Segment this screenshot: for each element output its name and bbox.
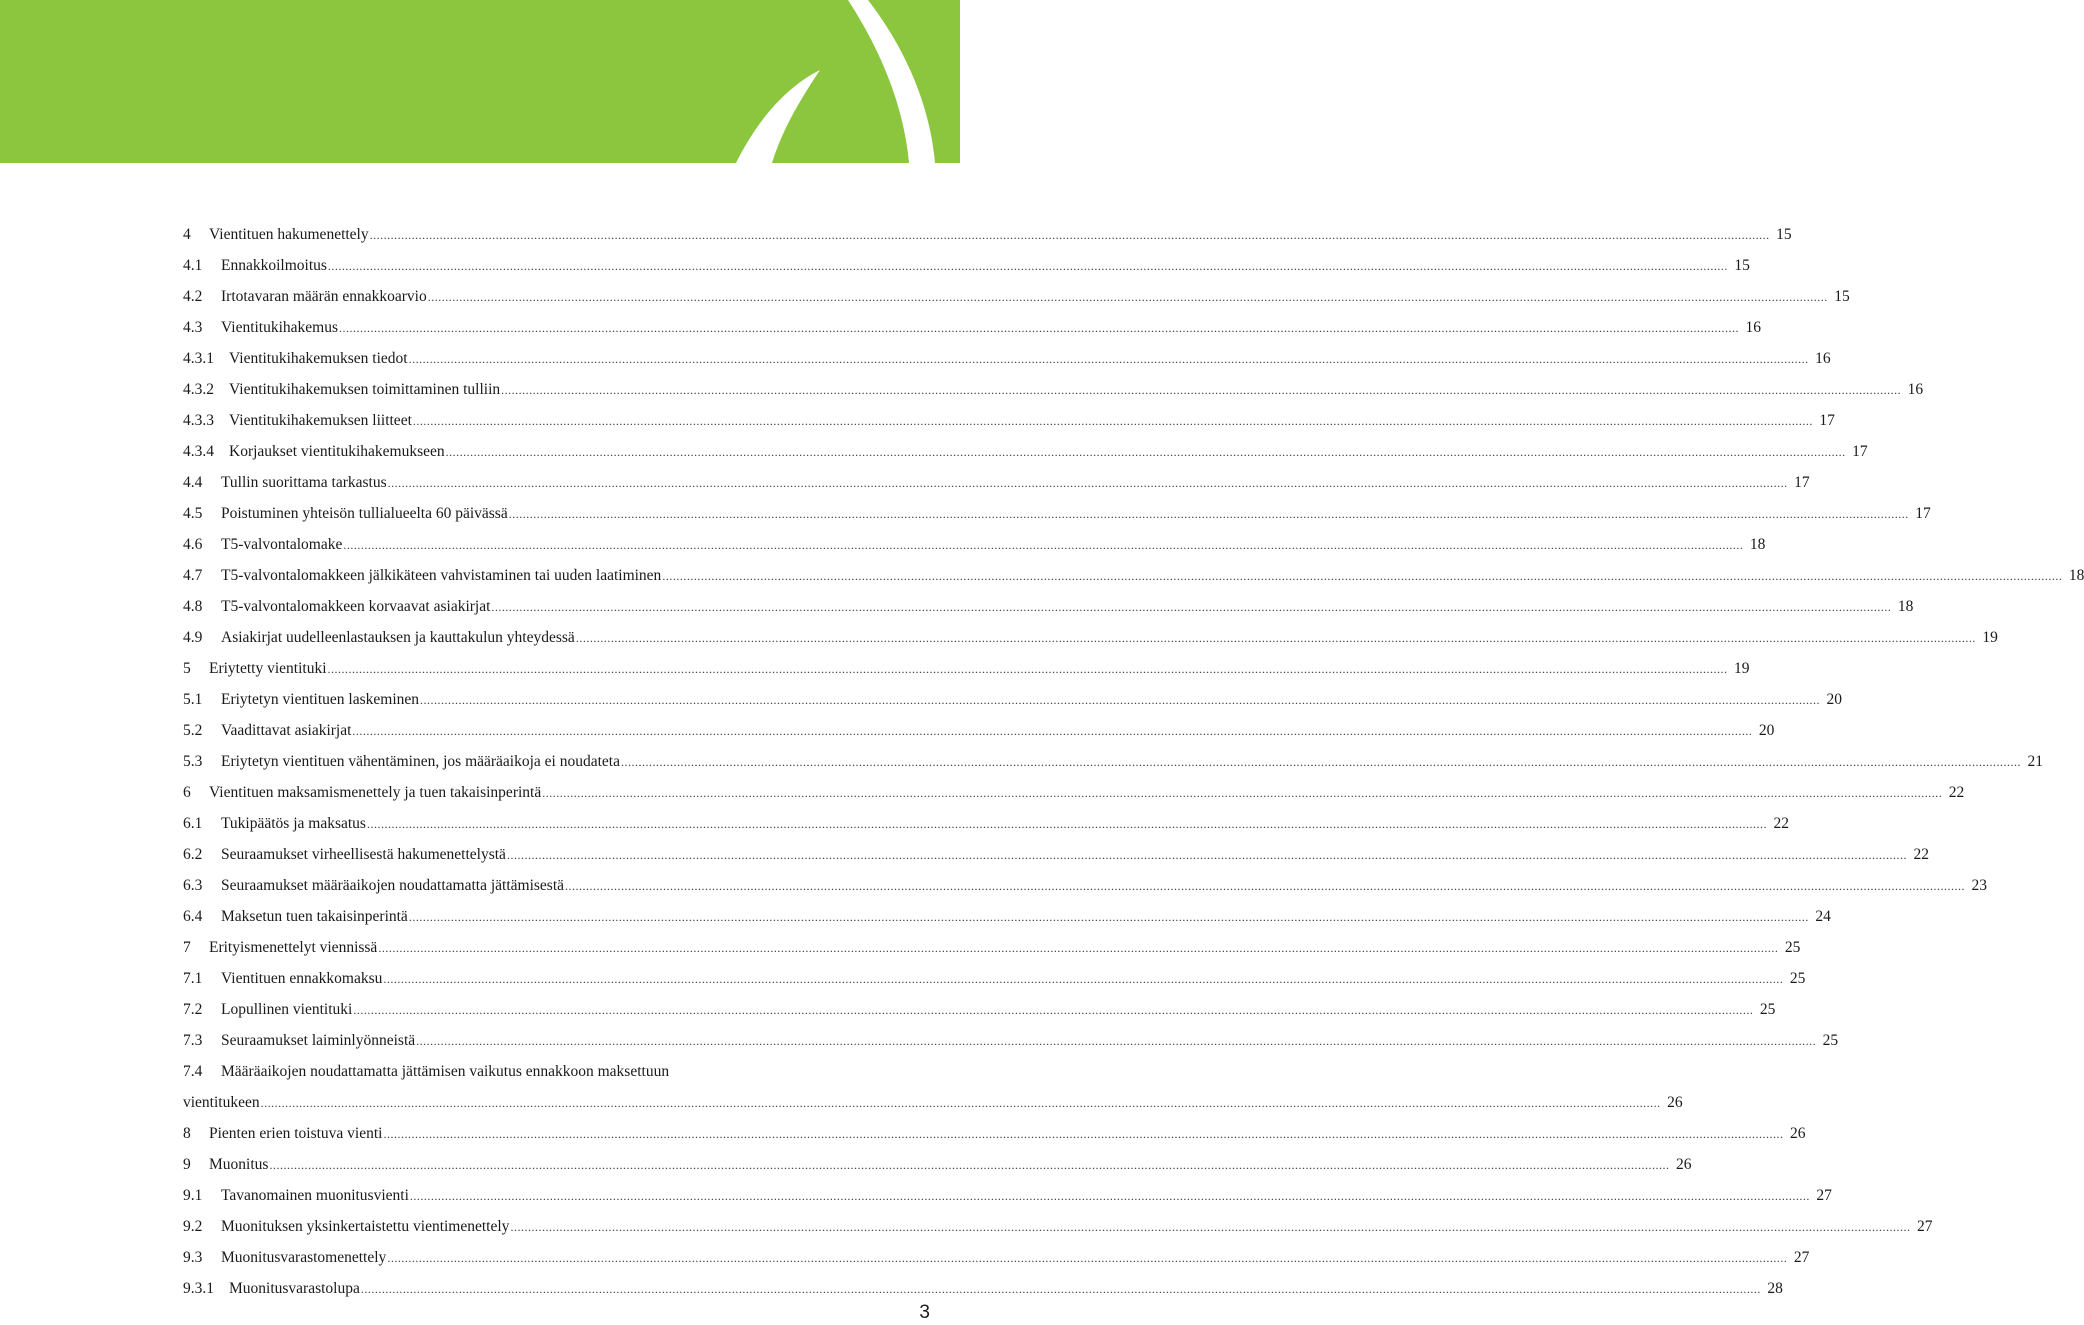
- toc-entry-number: 7: [183, 939, 191, 956]
- toc-dot-leader: ................................................................................................................................................................................................................................................................................................................................................................................................................: [269, 1158, 1670, 1172]
- toc-entry-page: 28: [1767, 1280, 1783, 1297]
- toc-entry[interactable]: [183, 1149, 1692, 1180]
- toc-entry-number: 4.9: [183, 629, 203, 646]
- toc-entry[interactable]: [183, 746, 2043, 777]
- toc-dot-leader: ................................................................................................................................................................................................................................................................................................................................................................................................................: [260, 1096, 1661, 1110]
- toc-entry-title: Lopullinen vientituki: [221, 1001, 353, 1018]
- toc-dot-leader: ................................................................................................................................................................................................................................................................................................................................................................................................................: [662, 569, 2063, 583]
- toc-entry-title: Muonitusvarastolupa: [229, 1280, 360, 1297]
- toc-dot-leader: ................................................................................................................................................................................................................................................................................................................................................................................................................: [383, 1127, 1784, 1141]
- toc-entry-page: 25: [1822, 1032, 1839, 1049]
- toc-dot-leader: ................................................................................................................................................................................................................................................................................................................................................................................................................: [378, 941, 1779, 955]
- toc-entry-title: Vientituen hakumenettely: [209, 226, 369, 243]
- toc-entry-page: 27: [1916, 1218, 1933, 1235]
- toc-entry-page: 19: [1982, 629, 1998, 646]
- toc-dot-leader: ................................................................................................................................................................................................................................................................................................................................................................................................................: [327, 259, 1728, 273]
- toc-entry[interactable]: [183, 901, 1831, 932]
- toc-dot-leader: ................................................................................................................................................................................................................................................................................................................................................................................................................: [620, 755, 2021, 769]
- toc-entry-number: 4.3.2: [183, 381, 214, 398]
- toc-entry-page: 17: [1794, 474, 1810, 491]
- toc-entry-page: 25: [1784, 939, 1801, 956]
- toc-entry-title: Maksetun tuen takaisinperintä: [221, 908, 408, 925]
- toc-entry-title: Irtotavaran määrän ennakkoarvio: [221, 288, 427, 305]
- toc-entry-number: 9.2: [183, 1218, 203, 1235]
- toc-entry-number: 6.2: [183, 846, 203, 863]
- toc-entry-number: 9.3: [183, 1249, 203, 1266]
- toc-entry-title: Muonituksen yksinkertaistettu vientimenettely: [221, 1218, 510, 1235]
- toc-dot-leader: ................................................................................................................................................................................................................................................................................................................................................................................................................: [506, 848, 1907, 862]
- toc-dot-leader: ................................................................................................................................................................................................................................................................................................................................................................................................................: [420, 693, 1821, 707]
- toc-entry-title: Vientitukihakemus: [221, 319, 339, 336]
- toc-entry-number: 7.4: [183, 1063, 203, 1080]
- toc-entry-number: 4.3.1: [183, 350, 214, 367]
- toc-entry-title: Asiakirjat uudelleenlastauksen ja kauttakulun yhteydessä: [221, 629, 575, 646]
- toc-dot-leader: ................................................................................................................................................................................................................................................................................................................................................................................................................: [387, 476, 1788, 490]
- toc-entry-page: 16: [1907, 381, 1924, 398]
- toc-entry[interactable]: [183, 374, 1924, 405]
- toc-dot-leader: ................................................................................................................................................................................................................................................................................................................................................................................................................: [387, 1251, 1788, 1265]
- toc-entry-title: Korjaukset vientitukihakemukseen: [229, 443, 445, 460]
- toc-entry-page: 18: [2068, 567, 2084, 584]
- toc-entry-title: vientitukeen: [183, 1094, 260, 1111]
- toc-entry-number: 4.3: [183, 319, 203, 336]
- toc-dot-leader: ................................................................................................................................................................................................................................................................................................................................................................................................................: [508, 507, 1909, 521]
- toc-entry[interactable]: [183, 994, 1776, 1025]
- toc-entry[interactable]: [183, 591, 1914, 622]
- toc-dot-leader: ................................................................................................................................................................................................................................................................................................................................................................................................................: [408, 352, 1809, 366]
- toc-entry-page: 24: [1815, 908, 1831, 925]
- toc-dot-leader: ................................................................................................................................................................................................................................................................................................................................................................................................................: [491, 600, 1892, 614]
- toc-entry-number: 5.1: [183, 691, 203, 708]
- toc-entry-page: 18: [1897, 598, 1914, 615]
- toc-entry[interactable]: [183, 1211, 1933, 1242]
- toc-entry[interactable]: [183, 281, 1850, 312]
- toc-dot-leader: ................................................................................................................................................................................................................................................................................................................................................................................................................: [352, 724, 1753, 738]
- toc-entry-page: 17: [1852, 443, 1868, 460]
- toc-entry-title: T5-valvontalomakkeen korvaavat asiakirjat: [221, 598, 491, 615]
- toc-entry-title: Muonitus: [209, 1156, 269, 1173]
- toc-entry-number: 9.1: [183, 1187, 203, 1204]
- toc-entry-number: 4.7: [183, 567, 203, 584]
- toc-entry-number: 7.3: [183, 1032, 203, 1049]
- toc-entry-page: 16: [1815, 350, 1831, 367]
- toc-entry-number: 7.1: [183, 970, 203, 987]
- toc-entry-page: 22: [1948, 784, 1965, 801]
- toc-entry-title: Pienten erien toistuva vienti: [209, 1125, 383, 1142]
- toc-entry-title: Muonitusvarastomenettely: [221, 1249, 387, 1266]
- toc-dot-leader: ................................................................................................................................................................................................................................................................................................................................................................................................................: [339, 321, 1740, 335]
- toc-entry-title: Seuraamukset laiminlyönneistä: [221, 1032, 416, 1049]
- toc-dot-leader: ................................................................................................................................................................................................................................................................................................................................................................................................................: [445, 445, 1846, 459]
- toc-entry[interactable]: [183, 1056, 1683, 1118]
- toc-entry-page: 20: [1758, 722, 1775, 739]
- toc-entry-page: 27: [1816, 1187, 1832, 1204]
- toc-entry-page: 19: [1734, 660, 1750, 677]
- toc-entry[interactable]: [183, 1273, 1783, 1304]
- toc-entry-title: Vientitukihakemuksen tiedot: [229, 350, 408, 367]
- toc-entry-title: Ennakkoilmoitus: [221, 257, 327, 274]
- toc-dot-leader: ................................................................................................................................................................................................................................................................................................................................................................................................................: [575, 631, 1976, 645]
- toc-entry-number: 4.2: [183, 288, 203, 305]
- toc-entry-number: 5.2: [183, 722, 203, 739]
- toc-entry-title: T5-valvontalomake: [221, 536, 343, 553]
- toc-entry-page: 16: [1745, 319, 1762, 336]
- toc-entry[interactable]: [183, 653, 1750, 684]
- toc-dot-leader: ................................................................................................................................................................................................................................................................................................................................................................................................................: [369, 228, 1770, 242]
- toc-entry[interactable]: [183, 343, 1831, 374]
- toc-entry[interactable]: [183, 405, 1835, 436]
- toc-entry-page: 27: [1793, 1249, 1810, 1266]
- toc-entry-number: 5.3: [183, 753, 203, 770]
- toc-dot-leader: ................................................................................................................................................................................................................................................................................................................................................................................................................: [565, 879, 1966, 893]
- toc-entry[interactable]: [183, 1025, 1839, 1056]
- toc-entry-number: 6.3: [183, 877, 203, 894]
- toc-entry[interactable]: [183, 1118, 1806, 1149]
- toc-entry-page: 15: [1834, 288, 1850, 305]
- toc-entry-page: 18: [1749, 536, 1766, 553]
- toc-entry-page: 17: [1819, 412, 1835, 429]
- toc-entry-title: Vientituen maksamismenettely ja tuen takaisinperintä: [209, 784, 542, 801]
- toc-entry-title: Vientituen ennakkomaksu: [221, 970, 383, 987]
- toc-entry-page: 26: [1675, 1156, 1692, 1173]
- toc-entry-title: Tullin suorittama tarkastus: [221, 474, 387, 491]
- toc-entry-page: 17: [1915, 505, 1931, 522]
- toc-entry-number: 9: [183, 1156, 191, 1173]
- toc-entry-title: Vientitukihakemuksen toimittaminen tulliin: [229, 381, 501, 398]
- toc-entry-number: 9.3.1: [183, 1280, 214, 1297]
- toc-entry-number: 4: [183, 226, 191, 243]
- toc-entry-number: 4.3.3: [183, 412, 214, 429]
- toc-entry-title: Poistuminen yhteisön tullialueelta 60 päivässä: [221, 505, 508, 522]
- toc-entry-number: 4.6: [183, 536, 203, 553]
- toc-dot-leader: ................................................................................................................................................................................................................................................................................................................................................................................................................: [542, 786, 1943, 800]
- toc-entry[interactable]: [183, 963, 1806, 994]
- toc-entry[interactable]: [183, 467, 1810, 498]
- toc-dot-leader: ................................................................................................................................................................................................................................................................................................................................................................................................................: [416, 1034, 1817, 1048]
- toc-entry-title: Tavanomainen muonitusvienti: [221, 1187, 409, 1204]
- toc-entry-title: Seuraamukset virheellisestä hakumenettelystä: [221, 846, 506, 863]
- toc-entry[interactable]: [183, 684, 1843, 715]
- toc-entry[interactable]: [183, 560, 2084, 591]
- toc-entry-number: 4.4: [183, 474, 203, 491]
- header-band: [0, 0, 960, 163]
- toc-entry-page: 26: [1789, 1125, 1806, 1142]
- toc-entry[interactable]: [183, 250, 1750, 281]
- toc-dot-leader: ................................................................................................................................................................................................................................................................................................................................................................................................................: [409, 1189, 1810, 1203]
- leaf-logo-graphic: [0, 0, 960, 163]
- toc-entry-title: Vaadittavat asiakirjat: [221, 722, 352, 739]
- toc-dot-leader: ................................................................................................................................................................................................................................................................................................................................................................................................................: [501, 383, 1902, 397]
- toc-entry[interactable]: [183, 1242, 1810, 1273]
- toc-dot-leader: ................................................................................................................................................................................................................................................................................................................................................................................................................: [353, 1003, 1754, 1017]
- toc-entry[interactable]: [183, 436, 1868, 467]
- toc-entry-page: 15: [1776, 226, 1792, 243]
- toc-entry-page: 25: [1759, 1001, 1776, 1018]
- toc-entry-page: 20: [1826, 691, 1843, 708]
- toc-entry-page: 25: [1789, 970, 1806, 987]
- toc-dot-leader: ................................................................................................................................................................................................................................................................................................................................................................................................................: [360, 1282, 1761, 1296]
- toc-dot-leader: ................................................................................................................................................................................................................................................................................................................................................................................................................: [510, 1220, 1911, 1234]
- toc-dot-leader: ................................................................................................................................................................................................................................................................................................................................................................................................................: [412, 414, 1813, 428]
- toc-entry[interactable]: [183, 932, 1801, 963]
- toc-entry-title: Eriytetty vientituki: [209, 660, 327, 677]
- toc-entry-title: Seuraamukset määräaikojen noudattamatta jättämisestä: [221, 877, 565, 894]
- toc-entry-title: Erityismenettelyt viennissä: [209, 939, 378, 956]
- toc-entry-number: 4.1: [183, 257, 203, 274]
- toc-entry-page: 15: [1734, 257, 1750, 274]
- toc-entry-title: Eriytetyn vientituen laskeminen: [221, 691, 420, 708]
- toc-entry-title: Vientitukihakemuksen liitteet: [229, 412, 412, 429]
- toc-dot-leader: ................................................................................................................................................................................................................................................................................................................................................................................................................: [366, 817, 1767, 831]
- page-number: 3: [919, 1302, 930, 1323]
- toc-dot-leader: ................................................................................................................................................................................................................................................................................................................................................................................................................: [327, 662, 1728, 676]
- toc-entry-number: 6.4: [183, 908, 203, 925]
- toc-entry[interactable]: [183, 1180, 1832, 1211]
- toc-dot-leader: ................................................................................................................................................................................................................................................................................................................................................................................................................: [408, 910, 1809, 924]
- toc-entry-number: 8: [183, 1125, 191, 1142]
- toc-dot-leader: ................................................................................................................................................................................................................................................................................................................................................................................................................: [343, 538, 1744, 552]
- toc-entry-number: 6.1: [183, 815, 203, 832]
- toc-entry[interactable]: [183, 839, 1929, 870]
- toc-entry-number: 6: [183, 784, 191, 801]
- toc-entry-title: Määräaikojen noudattamatta jättämisen vaikutus ennakkoon maksettuun: [221, 1063, 670, 1080]
- toc-entry-number: 7.2: [183, 1001, 203, 1018]
- toc-entry[interactable]: [183, 498, 1931, 529]
- toc-entry-page: 22: [1773, 815, 1789, 832]
- toc-entry-number: 4.8: [183, 598, 203, 615]
- toc-entry[interactable]: [183, 312, 1762, 343]
- toc-dot-leader: ................................................................................................................................................................................................................................................................................................................................................................................................................: [383, 972, 1784, 986]
- toc-entry-number: 5: [183, 660, 191, 677]
- toc-entry[interactable]: [183, 622, 1998, 653]
- toc-entry-number: 4.3.4: [183, 443, 214, 460]
- toc-entry[interactable]: [183, 777, 1965, 808]
- toc-entry[interactable]: [183, 529, 1766, 560]
- toc-entry-title: Eriytetyn vientituen vähentäminen, jos määräaikoja ei noudateta: [221, 753, 620, 770]
- toc-entry-page: 22: [1913, 846, 1929, 863]
- toc-entry[interactable]: [183, 870, 1988, 901]
- toc-entry-page: 23: [1971, 877, 1988, 894]
- toc-entry-title: Tukipäätös ja maksatus: [221, 815, 366, 832]
- toc-entry-page: 21: [2027, 753, 2043, 770]
- toc-entry[interactable]: [183, 219, 1792, 250]
- toc-entry[interactable]: [183, 808, 1789, 839]
- toc-entry[interactable]: [183, 715, 1775, 746]
- toc-entry-number: 4.5: [183, 505, 203, 522]
- toc-entry-title: T5-valvontalomakkeen jälkikäteen vahvistaminen tai uuden laatiminen: [221, 567, 662, 584]
- toc-entry-page: 26: [1667, 1094, 1683, 1111]
- toc-dot-leader: ................................................................................................................................................................................................................................................................................................................................................................................................................: [427, 290, 1828, 304]
